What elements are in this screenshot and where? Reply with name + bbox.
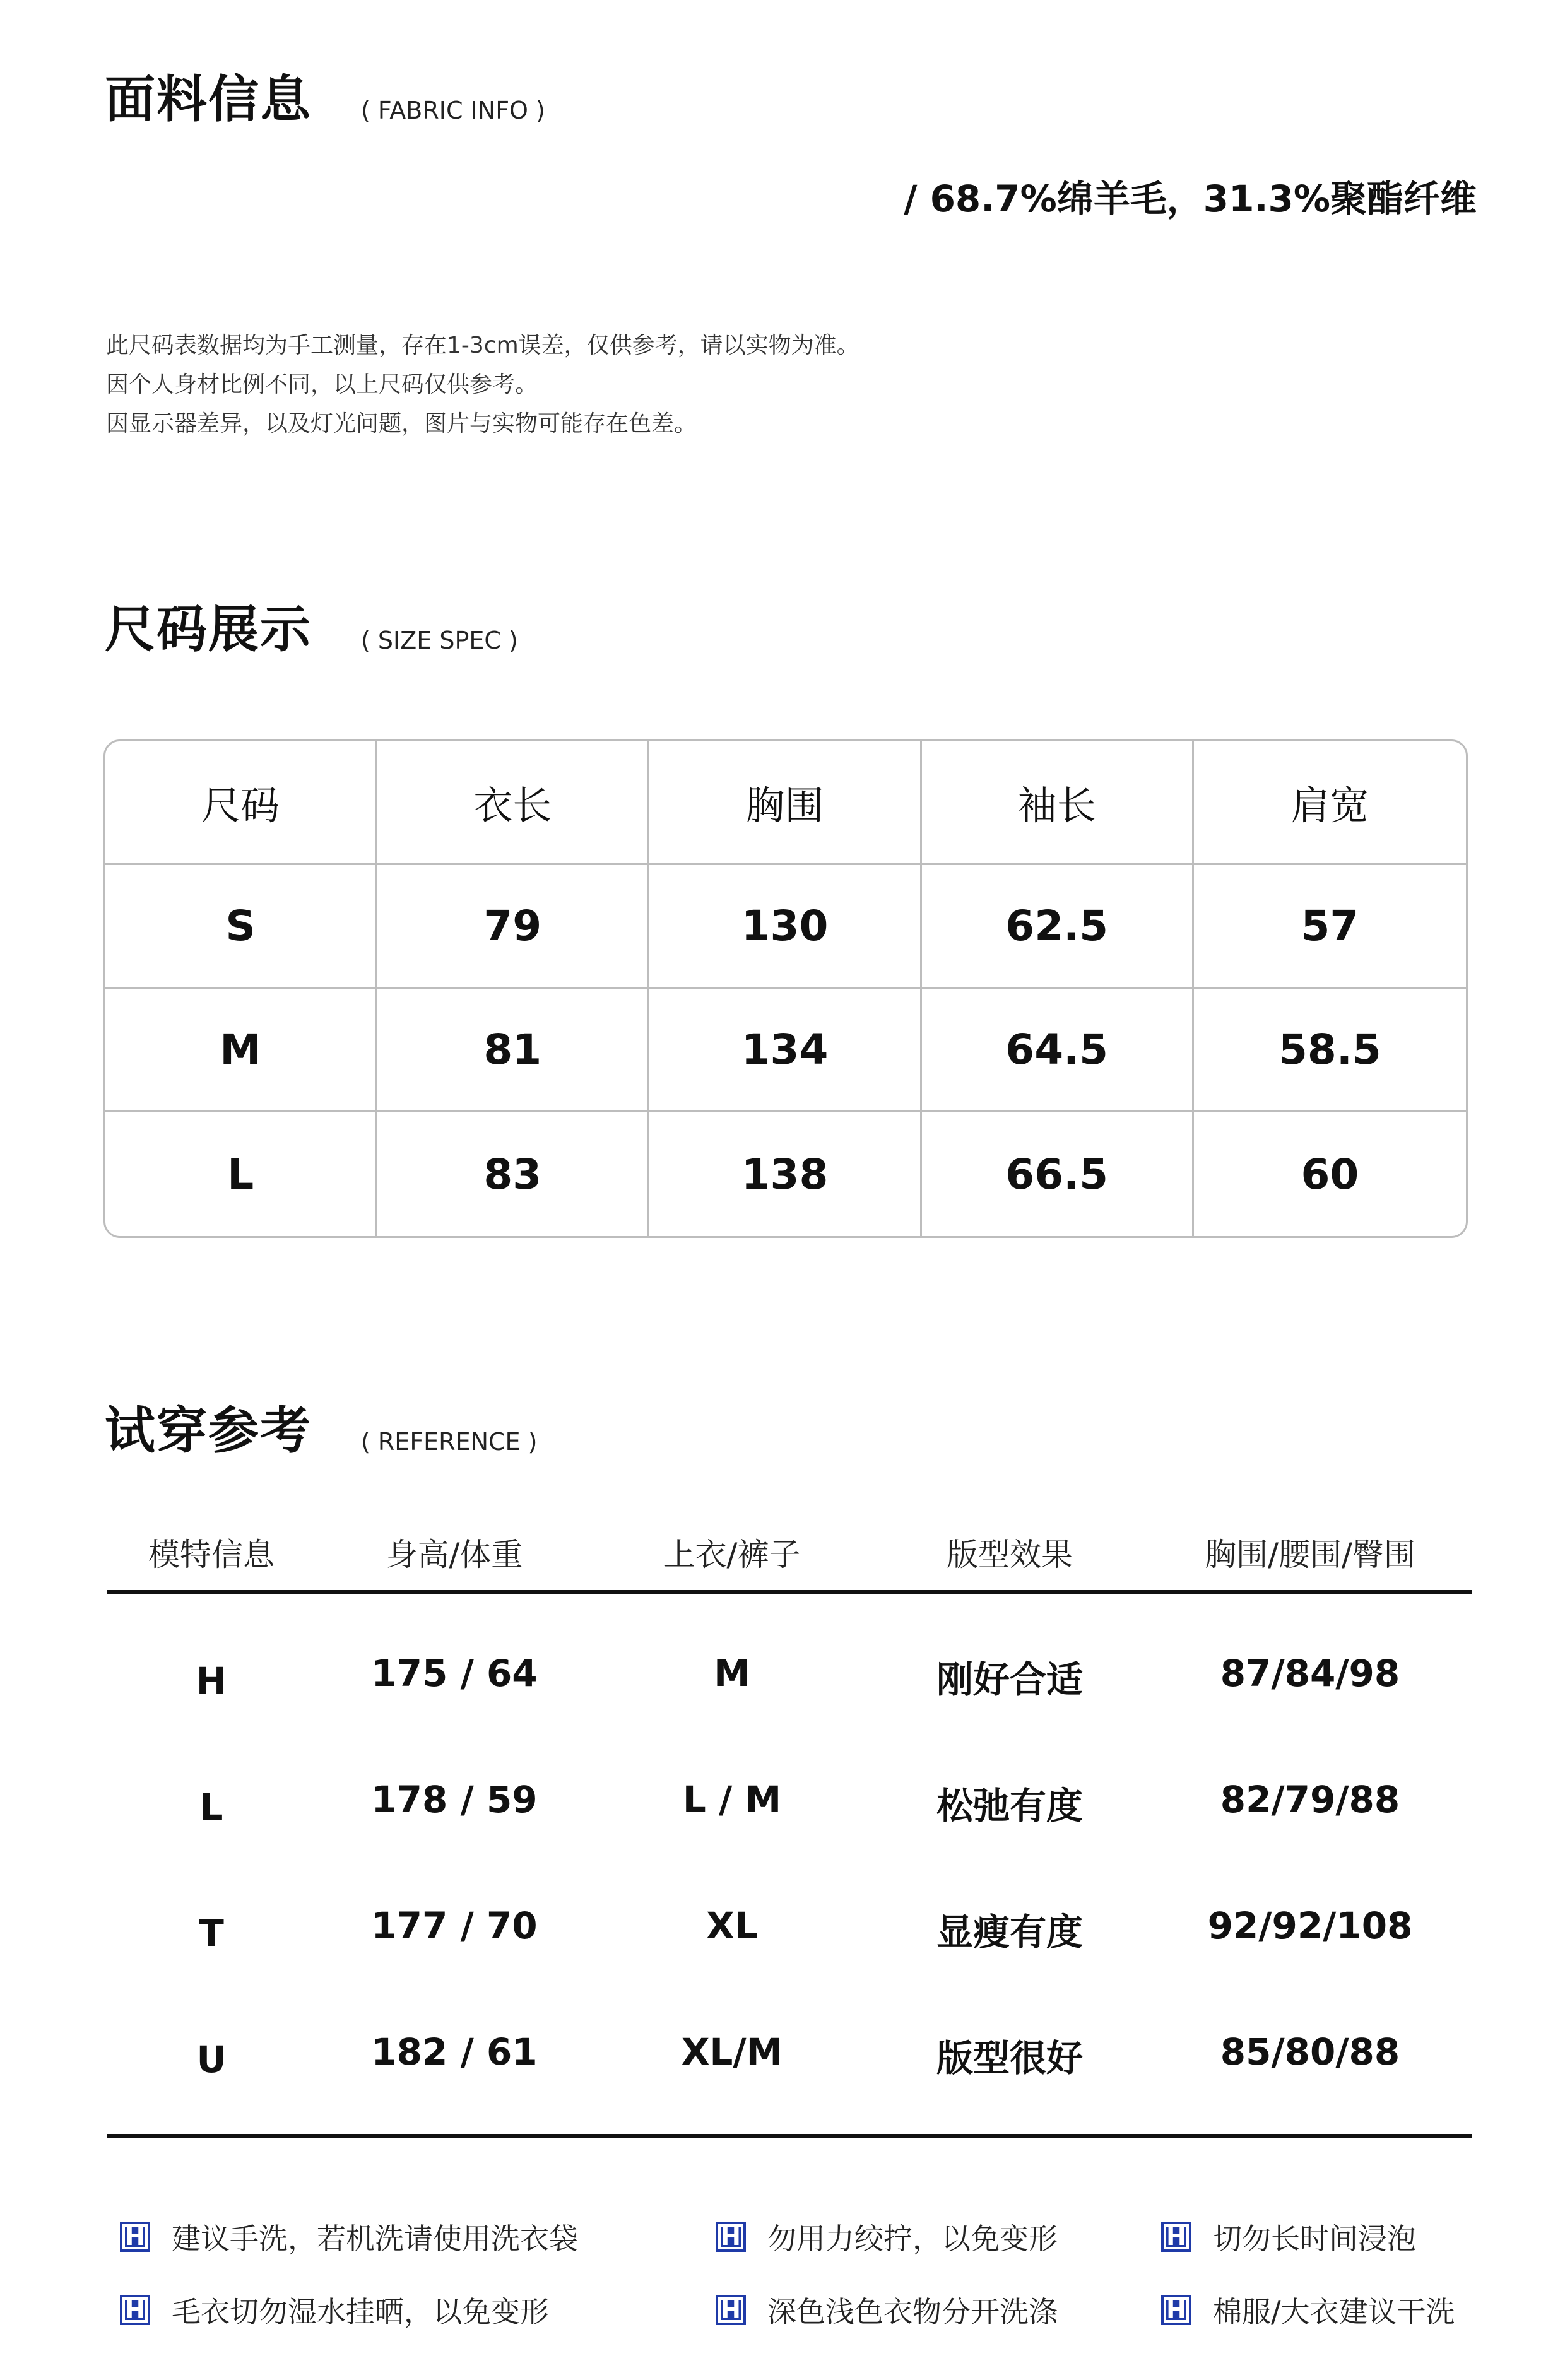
care-item (1161, 2216, 1416, 2258)
size-cell: S (105, 865, 377, 989)
separate-colors-icon: H (716, 2295, 746, 2325)
size-spec-subtitle: ( SIZE SPEC ) (361, 627, 518, 654)
ref-measurements: 92/92/108 (1207, 1904, 1413, 1947)
care-item (120, 2289, 549, 2331)
ref-height-weight: 175 / 64 (371, 1652, 538, 1695)
size-cell: L (105, 1112, 377, 1236)
ref-model: L (199, 1786, 223, 1829)
size-cell: M (105, 989, 377, 1112)
ref-header-fit: 版型效果 (947, 1536, 1073, 1573)
size-cell: 134 (649, 989, 921, 1112)
size-cell: 81 (377, 989, 649, 1112)
ref-header-top-pants: 上衣/裤子 (663, 1536, 801, 1573)
ref-measurements: 87/84/98 (1220, 1652, 1400, 1695)
no-wring-icon: H (716, 2222, 746, 2252)
care-text: 棉服/大衣建议干洗 (1213, 2295, 1455, 2329)
ref-model: U (196, 2038, 227, 2081)
size-cell: 58.5 (1194, 989, 1466, 1112)
hand-wash-icon: H (120, 2222, 150, 2252)
dry-clean-icon: H (1161, 2295, 1191, 2325)
fabric-title: 面料信息 (105, 70, 312, 129)
care-item (1161, 2289, 1455, 2331)
ref-fit: 版型很好 (936, 2037, 1083, 2080)
size-note-measure: 此尺码表数据均为手工测量，存在1-3cm误差，仅供参考，请以实物为准。 (106, 333, 859, 358)
size-header-length: 衣长 (377, 741, 649, 865)
size-cell: 66.5 (922, 1112, 1194, 1236)
size-note-color: 因显示器差异，以及灯光问题，图片与实物可能存在色差。 (106, 411, 697, 437)
reference-title: 试穿参考 (105, 1401, 312, 1460)
size-table (103, 739, 1468, 1238)
size-spec-title: 尺码展示 (105, 600, 312, 659)
size-header-sleeve: 袖长 (922, 741, 1194, 865)
care-item (716, 2216, 1058, 2258)
care-text: 毛衣切勿湿水挂晒，以免变形 (172, 2295, 549, 2329)
ref-height-weight: 178 / 59 (371, 1778, 538, 1821)
care-text: 勿用力绞拧，以免变形 (767, 2222, 1058, 2256)
ref-model: H (196, 1659, 227, 1702)
table-row (107, 1863, 1472, 1989)
dry-flat-icon: H (120, 2295, 150, 2325)
ref-fit: 刚好合适 (936, 1658, 1083, 1701)
ref-header-model: 模特信息 (148, 1536, 275, 1573)
size-cell: 60 (1301, 1150, 1359, 1199)
size-cell: 62.5 (922, 865, 1194, 989)
reference-header-row (107, 1514, 1472, 1590)
size-cell: 138 (649, 1112, 921, 1236)
size-cell: 57 (1194, 865, 1466, 989)
care-text: 深色浅色衣物分开洗涤 (767, 2295, 1058, 2329)
ref-header-measurements: 胸围/腰围/臀围 (1205, 1536, 1415, 1573)
ref-model: T (199, 1912, 224, 1955)
ref-header-height-weight: 身高/体重 (386, 1536, 523, 1573)
fabric-subtitle: ( FABRIC INFO ) (361, 97, 545, 124)
ref-height-weight: 182 / 61 (371, 2030, 538, 2073)
care-text: 切勿长时间浸泡 (1213, 2222, 1416, 2256)
ref-fit: 松弛有度 (936, 1784, 1083, 1827)
reference-subtitle: ( REFERENCE ) (361, 1428, 538, 1456)
care-item (716, 2289, 1058, 2331)
table-row (107, 1610, 1472, 1736)
table-row (107, 1736, 1472, 1863)
ref-top-pants: XL/M (681, 2030, 783, 2073)
size-header-shoulder: 肩宽 (1194, 741, 1466, 865)
ref-measurements: 82/79/88 (1220, 1778, 1400, 1821)
size-cell: 130 (649, 865, 921, 989)
size-note-body: 因个人身材比例不同，以上尺码仅供参考。 (106, 372, 538, 398)
ref-fit: 显瘦有度 (936, 1911, 1083, 1953)
ref-height-weight: 177 / 70 (371, 1904, 538, 1947)
size-cell: 83 (377, 1112, 649, 1236)
reference-bottom-rule (107, 2134, 1472, 2138)
ref-measurements: 85/80/88 (1220, 2030, 1400, 2073)
ref-top-pants: L / M (682, 1778, 782, 1821)
size-cell: 64.5 (922, 989, 1194, 1112)
size-header-size: 尺码 (105, 741, 377, 865)
size-header-chest: 胸围 (649, 741, 921, 865)
table-row (107, 1989, 1472, 2115)
ref-top-pants: M (714, 1652, 750, 1695)
care-text: 建议手洗，若机洗请使用洗衣袋 (172, 2222, 578, 2256)
care-item (120, 2216, 578, 2258)
size-cell: 79 (377, 865, 649, 989)
no-soak-icon: H (1161, 2222, 1191, 2252)
ref-top-pants: XL (706, 1904, 758, 1947)
reference-table (107, 1514, 1472, 2138)
fabric-composition: / 68.7%绵羊毛，31.3%聚酯纤维 (904, 177, 1477, 220)
